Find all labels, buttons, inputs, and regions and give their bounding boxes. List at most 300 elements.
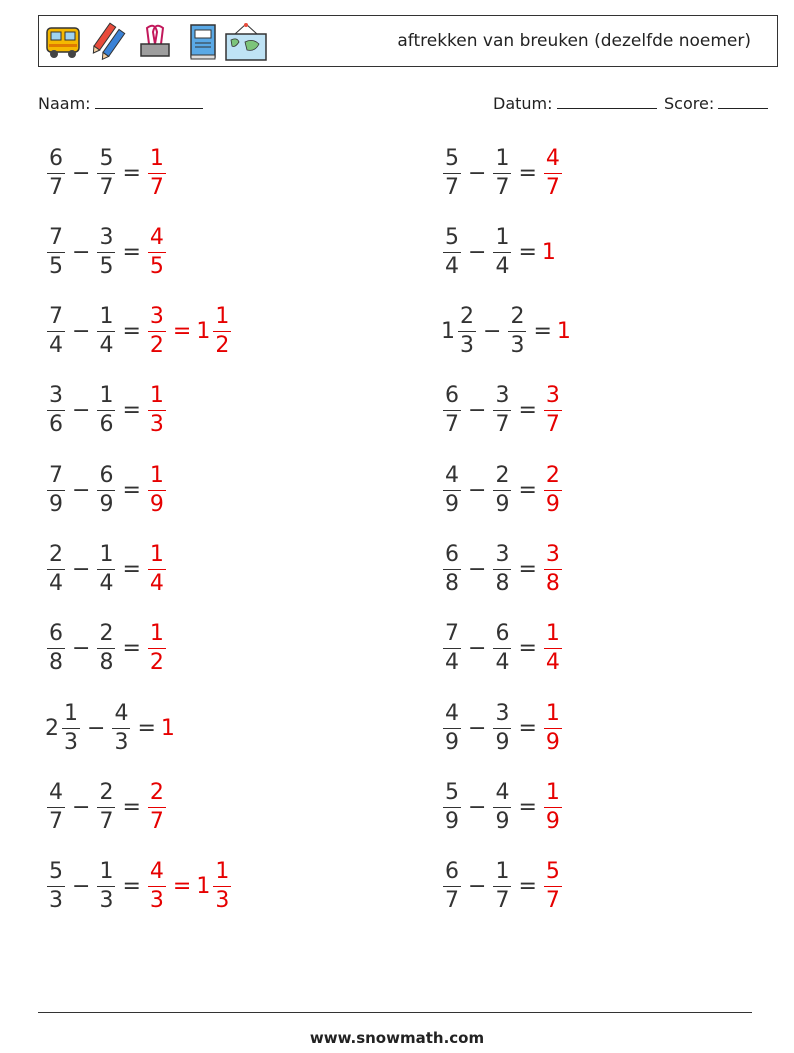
answer-value-numerator: 1 bbox=[149, 621, 164, 647]
problem-item bbox=[45, 619, 168, 679]
problem-item bbox=[441, 777, 564, 837]
answer-value bbox=[542, 700, 564, 755]
date-line[interactable] bbox=[557, 92, 657, 109]
first-operand bbox=[441, 779, 463, 834]
first-operand bbox=[45, 224, 67, 279]
answer-value-numerator: 5 bbox=[545, 859, 560, 885]
first-operand-denominator: 4 bbox=[445, 253, 459, 279]
answer-value-numerator: 4 bbox=[545, 145, 560, 171]
first-operand-denominator: 3 bbox=[49, 888, 63, 914]
answer-value-fraction bbox=[148, 623, 166, 674]
first-operand-fraction bbox=[47, 462, 65, 517]
answer-value bbox=[542, 779, 564, 834]
name-field bbox=[38, 92, 203, 113]
answer-value-denominator: 7 bbox=[545, 174, 560, 200]
answer bbox=[161, 716, 176, 741]
first-operand bbox=[441, 861, 463, 912]
problem-item bbox=[45, 143, 168, 203]
problem-item bbox=[45, 381, 168, 441]
second-operand-fraction bbox=[493, 544, 511, 595]
equals-sign: = bbox=[122, 874, 141, 900]
answer-mixed-number-fraction bbox=[213, 306, 231, 357]
second-operand-fraction bbox=[493, 779, 511, 834]
answer bbox=[542, 240, 557, 265]
equals-sign: = bbox=[122, 319, 141, 345]
second-operand bbox=[491, 544, 513, 595]
answer-value-denominator: 9 bbox=[545, 491, 560, 517]
first-operand-numerator: 7 bbox=[49, 462, 63, 488]
score-label: Score: bbox=[664, 94, 715, 113]
minus-sign: − bbox=[468, 715, 487, 741]
first-operand bbox=[45, 306, 67, 357]
first-operand-numerator: 7 bbox=[49, 304, 63, 330]
problem-item bbox=[441, 460, 564, 520]
second-operand bbox=[95, 224, 117, 279]
second-operand-fraction bbox=[493, 145, 511, 200]
first-operand-numerator: 1 bbox=[64, 700, 78, 726]
first-operand-numerator: 4 bbox=[49, 779, 63, 805]
second-operand-numerator: 1 bbox=[99, 304, 114, 330]
second-operand bbox=[95, 779, 117, 834]
answer-mixed-number-whole: 1 bbox=[196, 319, 211, 345]
first-operand bbox=[45, 462, 67, 517]
answer-value-numerator: 4 bbox=[149, 859, 164, 885]
first-operand-denominator: 4 bbox=[445, 650, 459, 676]
answer-value-numerator: 3 bbox=[545, 383, 560, 409]
date-field bbox=[493, 92, 657, 113]
answer-value bbox=[161, 716, 176, 741]
date-label: Datum: bbox=[493, 94, 553, 113]
worksheet-header bbox=[38, 15, 778, 67]
second-operand-numerator: 6 bbox=[495, 621, 510, 647]
answer-value-fraction bbox=[148, 861, 166, 912]
answer-mixed-number-denominator: 3 bbox=[215, 888, 230, 914]
answer-value-denominator: 9 bbox=[545, 808, 560, 834]
first-operand-numerator: 5 bbox=[49, 859, 63, 885]
answer bbox=[542, 462, 564, 517]
answer-value-numerator: 2 bbox=[149, 779, 164, 805]
equals-sign: = bbox=[518, 160, 537, 186]
first-operand bbox=[45, 861, 67, 912]
second-operand-denominator: 7 bbox=[495, 412, 510, 438]
second-operand-fraction bbox=[508, 306, 526, 357]
answer-value-denominator: 2 bbox=[149, 333, 164, 359]
problem-item bbox=[45, 540, 168, 600]
answer-value bbox=[542, 462, 564, 517]
second-operand-denominator: 3 bbox=[99, 888, 114, 914]
answer bbox=[542, 385, 564, 436]
first-operand bbox=[441, 462, 463, 517]
answer-value bbox=[542, 240, 557, 265]
second-operand-fraction bbox=[493, 623, 511, 674]
answer bbox=[146, 544, 168, 595]
minus-sign: − bbox=[468, 794, 487, 820]
second-operand-numerator: 3 bbox=[495, 383, 510, 409]
first-operand bbox=[441, 145, 463, 200]
first-operand-fraction bbox=[443, 224, 461, 279]
minus-sign: − bbox=[72, 636, 91, 662]
first-operand-fraction bbox=[47, 145, 65, 200]
second-operand bbox=[95, 544, 117, 595]
first-operand bbox=[45, 779, 67, 834]
answer-mixed-number-denominator: 2 bbox=[215, 333, 230, 359]
minus-sign: − bbox=[72, 477, 91, 503]
second-operand-denominator: 7 bbox=[495, 888, 510, 914]
minus-sign: − bbox=[72, 398, 91, 424]
second-operand bbox=[491, 861, 513, 912]
answer-value bbox=[146, 623, 168, 674]
answer-value bbox=[146, 544, 168, 595]
problem-item bbox=[45, 777, 168, 837]
second-operand-denominator: 8 bbox=[99, 650, 114, 676]
second-operand-denominator: 9 bbox=[99, 491, 114, 517]
answer bbox=[146, 779, 168, 834]
equals-sign: = bbox=[122, 557, 141, 582]
answer-value bbox=[146, 462, 168, 517]
answer-equals-sign: = bbox=[172, 874, 192, 900]
first-operand-fraction bbox=[47, 623, 65, 674]
second-operand bbox=[95, 145, 117, 200]
first-operand-denominator: 7 bbox=[445, 412, 459, 438]
second-operand bbox=[95, 306, 117, 357]
answer-value bbox=[542, 861, 564, 912]
second-operand-denominator: 3 bbox=[114, 729, 129, 755]
first-operand bbox=[441, 623, 463, 674]
equals-sign: = bbox=[518, 874, 537, 900]
second-operand-numerator: 1 bbox=[99, 542, 114, 567]
minus-sign: − bbox=[483, 319, 502, 345]
second-operand bbox=[491, 462, 513, 517]
first-operand-numerator: 6 bbox=[49, 145, 63, 171]
first-operand-whole: 2 bbox=[45, 715, 59, 741]
second-operand-numerator: 1 bbox=[99, 859, 114, 885]
crayons-icon bbox=[89, 22, 129, 62]
equals-sign: = bbox=[518, 715, 537, 741]
first-operand bbox=[45, 700, 82, 755]
minus-sign: − bbox=[468, 398, 487, 424]
second-operand bbox=[491, 623, 513, 674]
second-operand-denominator: 9 bbox=[495, 491, 510, 517]
first-operand bbox=[45, 623, 67, 674]
answer-value-fraction bbox=[148, 462, 166, 517]
first-operand-numerator: 6 bbox=[445, 859, 459, 885]
first-operand-numerator: 7 bbox=[445, 621, 459, 647]
first-operand-fraction bbox=[443, 779, 461, 834]
second-operand-fraction bbox=[97, 145, 115, 200]
problem-item bbox=[441, 302, 572, 362]
answer-mixed-number-fraction bbox=[213, 861, 231, 912]
second-operand-numerator: 2 bbox=[510, 304, 525, 330]
answer-value-whole: 1 bbox=[556, 319, 571, 345]
first-operand-denominator: 9 bbox=[445, 729, 459, 755]
first-operand-numerator: 5 bbox=[445, 224, 459, 250]
second-operand-numerator: 1 bbox=[495, 145, 510, 171]
equals-sign: = bbox=[122, 160, 141, 186]
answer bbox=[146, 145, 168, 200]
second-operand-numerator: 6 bbox=[99, 462, 114, 488]
problem-item bbox=[45, 222, 168, 282]
score-field bbox=[664, 92, 768, 113]
problem-item bbox=[441, 143, 564, 203]
second-operand-fraction bbox=[493, 462, 511, 517]
first-operand bbox=[45, 544, 67, 595]
first-operand-numerator: 7 bbox=[49, 224, 63, 250]
first-operand-fraction bbox=[443, 145, 461, 200]
equals-sign: = bbox=[518, 636, 537, 662]
problem-item bbox=[45, 698, 176, 758]
minus-sign: − bbox=[72, 319, 91, 345]
first-operand-fraction bbox=[443, 385, 461, 436]
second-operand-numerator: 4 bbox=[495, 779, 510, 805]
answer bbox=[146, 861, 233, 912]
equals-sign: = bbox=[137, 715, 156, 741]
second-operand-denominator: 7 bbox=[99, 808, 114, 834]
answer-value-denominator: 9 bbox=[545, 729, 560, 755]
first-operand-fraction bbox=[443, 462, 461, 517]
second-operand bbox=[491, 779, 513, 834]
first-operand-numerator: 6 bbox=[445, 383, 459, 409]
equals-sign: = bbox=[518, 477, 537, 503]
answer-value-denominator: 4 bbox=[545, 650, 560, 676]
answer-value-fraction bbox=[544, 544, 562, 595]
answer-value-denominator: 3 bbox=[149, 888, 164, 914]
minus-sign: − bbox=[72, 557, 91, 582]
answer-value-numerator: 1 bbox=[149, 542, 164, 567]
second-operand bbox=[491, 224, 513, 279]
answer-equals-sign: = bbox=[172, 319, 192, 345]
answer bbox=[542, 779, 564, 834]
answer bbox=[542, 623, 564, 674]
first-operand-numerator: 4 bbox=[445, 700, 459, 726]
first-operand bbox=[45, 145, 67, 200]
second-operand-numerator: 3 bbox=[495, 542, 510, 567]
answer bbox=[542, 145, 564, 200]
problem-item bbox=[441, 857, 564, 917]
first-operand-fraction bbox=[443, 623, 461, 674]
first-operand-numerator: 2 bbox=[49, 542, 63, 567]
answer-value-fraction bbox=[544, 779, 562, 834]
answer-value-denominator: 7 bbox=[149, 174, 164, 200]
answer-value bbox=[146, 779, 168, 834]
answer-value-whole: 1 bbox=[541, 239, 556, 265]
first-operand-fraction bbox=[47, 385, 65, 436]
second-operand bbox=[95, 385, 117, 436]
first-operand-denominator: 6 bbox=[49, 412, 63, 438]
second-operand-denominator: 5 bbox=[99, 253, 114, 279]
second-operand-fraction bbox=[97, 861, 115, 912]
second-operand-fraction bbox=[493, 700, 511, 755]
problem-item bbox=[441, 381, 564, 441]
first-operand-numerator: 4 bbox=[445, 462, 459, 488]
second-operand bbox=[95, 861, 117, 912]
second-operand bbox=[491, 700, 513, 755]
answer-value-fraction bbox=[148, 306, 166, 357]
minus-sign: − bbox=[72, 160, 91, 186]
equals-sign: = bbox=[533, 319, 552, 345]
second-operand-fraction bbox=[97, 544, 115, 595]
answer-value-numerator: 1 bbox=[545, 779, 560, 805]
second-operand-fraction bbox=[493, 385, 511, 436]
first-operand-fraction bbox=[458, 306, 476, 357]
answer bbox=[542, 700, 564, 755]
first-operand-denominator: 8 bbox=[445, 571, 459, 596]
minus-sign: − bbox=[468, 557, 487, 582]
first-operand-denominator: 3 bbox=[460, 333, 474, 359]
second-operand-denominator: 4 bbox=[495, 650, 510, 676]
second-operand bbox=[506, 306, 528, 357]
answer-mixed-number bbox=[196, 306, 233, 357]
second-operand-numerator: 3 bbox=[99, 224, 114, 250]
first-operand-fraction bbox=[443, 544, 461, 595]
first-operand-whole: 1 bbox=[441, 319, 455, 345]
second-operand-fraction bbox=[493, 224, 511, 279]
first-operand bbox=[441, 385, 463, 436]
answer-mixed-number bbox=[196, 861, 233, 912]
second-operand-denominator: 4 bbox=[495, 253, 510, 279]
equals-sign: = bbox=[518, 557, 537, 582]
answer-value-fraction bbox=[544, 861, 562, 912]
answer-value bbox=[146, 224, 168, 279]
first-operand-denominator: 4 bbox=[49, 333, 63, 359]
answer-mixed-number-whole: 1 bbox=[196, 874, 211, 900]
second-operand-numerator: 1 bbox=[495, 224, 510, 250]
worksheet-title: aftrekken van breuken (dezelfde noemer) bbox=[397, 31, 751, 51]
answer bbox=[542, 544, 564, 595]
first-operand-numerator: 5 bbox=[445, 145, 459, 171]
answer-value bbox=[146, 306, 168, 357]
answer-value bbox=[542, 623, 564, 674]
second-operand-fraction bbox=[112, 700, 130, 755]
answer-value bbox=[542, 544, 564, 595]
second-operand-fraction bbox=[97, 306, 115, 357]
answer-value-numerator: 1 bbox=[149, 145, 164, 171]
answer-value bbox=[542, 145, 564, 200]
answer-mixed-number-numerator: 1 bbox=[215, 304, 230, 330]
answer-value-denominator: 3 bbox=[149, 412, 164, 438]
equals-sign: = bbox=[518, 794, 537, 820]
answer-value-numerator: 3 bbox=[149, 304, 164, 330]
answer-value-denominator: 2 bbox=[149, 650, 164, 676]
answer bbox=[146, 623, 168, 674]
answer-value bbox=[146, 385, 168, 436]
first-operand-denominator: 5 bbox=[49, 253, 63, 279]
second-operand-denominator: 3 bbox=[510, 333, 525, 359]
answer-value bbox=[542, 385, 564, 436]
minus-sign: − bbox=[87, 715, 106, 741]
second-operand-numerator: 1 bbox=[99, 383, 114, 409]
second-operand-denominator: 9 bbox=[495, 729, 510, 755]
minus-sign: − bbox=[468, 477, 487, 503]
first-operand-fraction bbox=[47, 224, 65, 279]
problem-item bbox=[441, 619, 564, 679]
first-operand-denominator: 9 bbox=[445, 808, 459, 834]
problem-item bbox=[441, 698, 564, 758]
answer bbox=[146, 306, 233, 357]
second-operand bbox=[95, 462, 117, 517]
answer bbox=[542, 861, 564, 912]
first-operand-numerator: 3 bbox=[49, 383, 63, 409]
minus-sign: − bbox=[468, 160, 487, 186]
first-operand-denominator: 4 bbox=[49, 571, 63, 596]
first-operand-numerator: 6 bbox=[445, 542, 459, 567]
second-operand-denominator: 4 bbox=[99, 571, 114, 596]
answer-value-whole: 1 bbox=[160, 715, 175, 741]
answer-value-fraction bbox=[148, 779, 166, 834]
answer-value-fraction bbox=[148, 385, 166, 436]
name-label: Naam: bbox=[38, 94, 91, 113]
second-operand-numerator: 2 bbox=[99, 779, 114, 805]
equals-sign: = bbox=[122, 636, 141, 662]
answer bbox=[146, 462, 168, 517]
answer-value-denominator: 9 bbox=[149, 491, 164, 517]
minus-sign: − bbox=[72, 794, 91, 820]
answer-value-fraction bbox=[148, 544, 166, 595]
problem-item bbox=[441, 222, 557, 282]
answer-value bbox=[557, 319, 572, 344]
answer-value-numerator: 3 bbox=[545, 542, 560, 567]
name-line[interactable] bbox=[95, 92, 203, 109]
binder-clip-icon bbox=[135, 22, 175, 62]
answer-value-numerator: 1 bbox=[545, 700, 560, 726]
answer-value-denominator: 5 bbox=[149, 253, 164, 279]
answer-value-numerator: 2 bbox=[545, 462, 560, 488]
footer-divider bbox=[38, 1012, 752, 1013]
first-operand bbox=[441, 224, 463, 279]
problem-item bbox=[441, 540, 564, 600]
minus-sign: − bbox=[72, 874, 91, 900]
second-operand-fraction bbox=[97, 779, 115, 834]
first-operand bbox=[441, 306, 478, 357]
book-icon bbox=[183, 22, 223, 62]
second-operand-fraction bbox=[97, 224, 115, 279]
answer bbox=[146, 224, 168, 279]
second-operand-numerator: 3 bbox=[495, 700, 510, 726]
minus-sign: − bbox=[468, 874, 487, 900]
first-operand-fraction bbox=[47, 779, 65, 834]
minus-sign: − bbox=[468, 636, 487, 662]
minus-sign: − bbox=[72, 239, 91, 265]
answer bbox=[557, 319, 572, 344]
first-operand-denominator: 7 bbox=[49, 174, 63, 200]
first-operand-numerator: 2 bbox=[460, 304, 474, 330]
answer-value-numerator: 1 bbox=[545, 621, 560, 647]
first-operand bbox=[45, 385, 67, 436]
answer-value-fraction bbox=[148, 145, 166, 200]
second-operand-fraction bbox=[97, 385, 115, 436]
first-operand-fraction bbox=[47, 544, 65, 595]
answer-value-denominator: 7 bbox=[545, 412, 560, 438]
equals-sign: = bbox=[122, 398, 141, 424]
second-operand-denominator: 7 bbox=[495, 174, 510, 200]
second-operand bbox=[491, 145, 513, 200]
score-line[interactable] bbox=[718, 92, 768, 109]
second-operand-fraction bbox=[97, 623, 115, 674]
first-operand-denominator: 8 bbox=[49, 650, 63, 676]
second-operand bbox=[110, 700, 132, 755]
problem-item bbox=[45, 460, 168, 520]
problem-item bbox=[45, 857, 233, 917]
first-operand-numerator: 6 bbox=[49, 621, 63, 647]
first-operand-denominator: 3 bbox=[64, 729, 78, 755]
first-operand-fraction bbox=[443, 861, 461, 912]
equals-sign: = bbox=[518, 398, 537, 424]
answer-value-denominator: 7 bbox=[545, 888, 560, 914]
first-operand-fraction bbox=[62, 700, 80, 755]
second-operand-numerator: 4 bbox=[114, 700, 129, 726]
answer-value-fraction bbox=[544, 462, 562, 517]
answer-value-denominator: 8 bbox=[545, 571, 560, 596]
school-bus-icon bbox=[43, 22, 83, 62]
